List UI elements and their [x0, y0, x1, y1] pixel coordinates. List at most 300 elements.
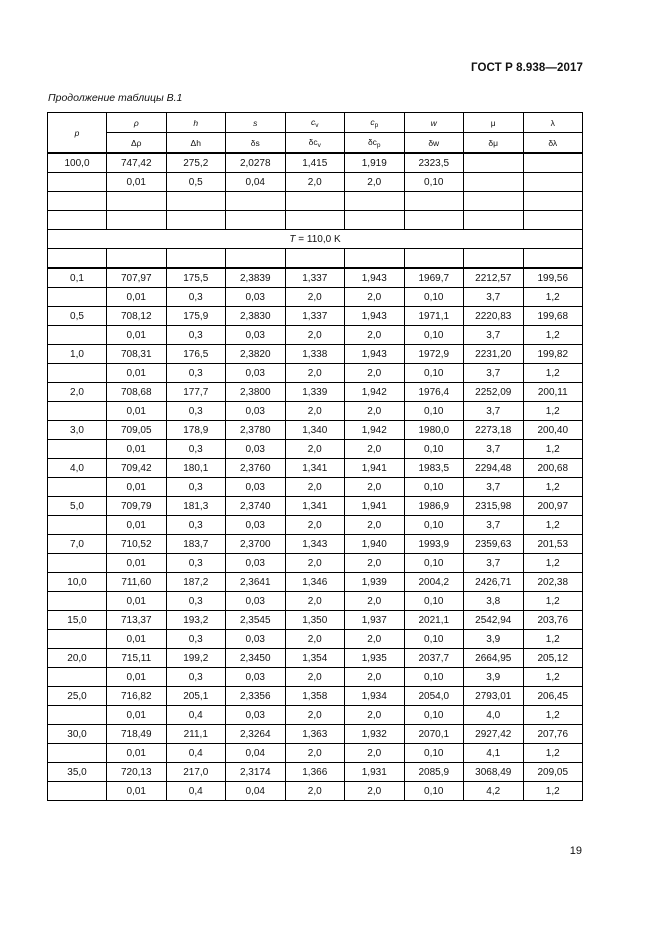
- value-cell: 1,350: [285, 611, 345, 630]
- value-cell: 1,941: [345, 459, 405, 478]
- table-row: [48, 383, 583, 402]
- error-cell: 2,0: [285, 364, 345, 383]
- value-cell: 176,5: [166, 345, 226, 364]
- error-cell: 0,3: [166, 440, 226, 459]
- value-cell: 3068,49: [464, 763, 524, 782]
- header-top: [523, 113, 583, 133]
- error-cell: 2,0: [345, 706, 405, 725]
- table-row: [48, 268, 583, 288]
- table-row: [48, 364, 583, 383]
- error-cell: 0,3: [166, 516, 226, 535]
- table-caption: Продолжение таблицы В.1: [48, 92, 183, 104]
- value-cell: 2,3450: [226, 649, 286, 668]
- error-cell: 0,03: [226, 326, 286, 345]
- value-cell: 1,337: [285, 268, 345, 288]
- error-cell: 0,10: [404, 782, 464, 801]
- table-row: [48, 440, 583, 459]
- error-cell: 2,0: [285, 706, 345, 725]
- error-cell: 2,0: [285, 478, 345, 497]
- value-cell: 1,935: [345, 649, 405, 668]
- pressure-cell: [48, 668, 107, 687]
- value-cell: 2359,63: [464, 535, 524, 554]
- error-cell: 2,0: [285, 326, 345, 345]
- error-cell: 0,10: [404, 478, 464, 497]
- value-cell: 2323,5: [404, 153, 464, 173]
- error-cell: 0,01: [107, 173, 167, 192]
- error-cell: 0,10: [404, 630, 464, 649]
- pressure-cell: [48, 554, 107, 573]
- error-cell: 2,0: [345, 630, 405, 649]
- table-row: [48, 668, 583, 687]
- error-cell: 1,2: [523, 288, 583, 307]
- value-cell: 2220,83: [464, 307, 524, 326]
- table-row: [48, 630, 583, 649]
- error-cell: 0,3: [166, 668, 226, 687]
- value-cell: 2,3641: [226, 573, 286, 592]
- data-rows: [48, 268, 583, 801]
- error-cell: 0,10: [404, 364, 464, 383]
- error-cell: 0,03: [226, 364, 286, 383]
- value-cell: 199,68: [523, 307, 583, 326]
- value-cell: 1,943: [345, 345, 405, 364]
- value-cell: 1972,9: [404, 345, 464, 364]
- pressure-cell: [48, 744, 107, 763]
- pressure-cell: [48, 326, 107, 345]
- error-cell: 0,04: [226, 744, 286, 763]
- value-cell: 180,1: [166, 459, 226, 478]
- empty-row: [48, 249, 583, 269]
- error-cell: 0,10: [404, 554, 464, 573]
- error-cell: 1,2: [523, 706, 583, 725]
- error-cell: 2,0: [285, 782, 345, 801]
- value-cell: 2315,98: [464, 497, 524, 516]
- error-cell: 0,01: [107, 668, 167, 687]
- value-cell: 1,943: [345, 307, 405, 326]
- table-row: [48, 535, 583, 554]
- error-cell: 2,0: [345, 554, 405, 573]
- error-cell: 0,10: [404, 706, 464, 725]
- error-cell: 0,03: [226, 440, 286, 459]
- value-cell: 2070,1: [404, 725, 464, 744]
- header-bottom: [464, 133, 524, 154]
- pressure-cell: [48, 288, 107, 307]
- header-bottom: [166, 133, 226, 154]
- error-cell: 0,03: [226, 402, 286, 421]
- error-cell: 2,0: [345, 288, 405, 307]
- pressure-cell: [48, 706, 107, 725]
- error-cell: 2,0: [345, 173, 405, 192]
- value-cell: 2,3800: [226, 383, 286, 402]
- symbol: δλ: [548, 137, 558, 148]
- symbol: δs: [250, 137, 260, 148]
- error-cell: 2,0: [285, 288, 345, 307]
- error-cell: 0,01: [107, 364, 167, 383]
- pressure-cell: [48, 364, 107, 383]
- properties-table: [47, 112, 583, 801]
- error-cell: 2,0: [345, 440, 405, 459]
- error-cell: 2,0: [345, 364, 405, 383]
- pressure-cell: [48, 402, 107, 421]
- symbol: δw: [428, 137, 440, 148]
- value-cell: 207,76: [523, 725, 583, 744]
- temperature-row: [48, 230, 583, 249]
- table-row: [48, 153, 583, 173]
- pressure-cell: 4,0: [48, 459, 107, 478]
- value-cell: 2426,71: [464, 573, 524, 592]
- header-top: [404, 113, 464, 133]
- empty-row: [48, 211, 583, 230]
- error-cell: 0,01: [107, 554, 167, 573]
- value-cell: 1,341: [285, 497, 345, 516]
- value-cell: 720,13: [107, 763, 167, 782]
- temperature-value: = 110,0 K: [295, 233, 341, 245]
- symbol: δc: [367, 136, 377, 147]
- subscript: v: [317, 141, 321, 149]
- error-cell: 2,0: [345, 478, 405, 497]
- value-cell: 2,0278: [226, 153, 286, 173]
- error-cell: 0,3: [166, 326, 226, 345]
- first-block: [48, 153, 583, 268]
- symbol: s: [253, 117, 258, 128]
- error-cell: 0,01: [107, 288, 167, 307]
- error-cell: 3,7: [464, 288, 524, 307]
- error-cell: 0,10: [404, 326, 464, 345]
- pressure-cell: [48, 630, 107, 649]
- error-cell: 0,10: [404, 592, 464, 611]
- header-bottom: [345, 133, 405, 154]
- table-row: [48, 725, 583, 744]
- header-bottom: [226, 133, 286, 154]
- value-cell: 713,37: [107, 611, 167, 630]
- value-cell: 2542,94: [464, 611, 524, 630]
- symbol: w: [430, 117, 437, 128]
- value-cell: 2273,18: [464, 421, 524, 440]
- value-cell: 709,79: [107, 497, 167, 516]
- error-cell: 2,0: [345, 744, 405, 763]
- table-row: [48, 706, 583, 725]
- error-cell: 0,01: [107, 706, 167, 725]
- value-cell: 1,338: [285, 345, 345, 364]
- header-top: [107, 113, 167, 133]
- value-cell: 1,343: [285, 535, 345, 554]
- value-cell: 1980,0: [404, 421, 464, 440]
- value-cell: 201,53: [523, 535, 583, 554]
- value-cell: 2,3820: [226, 345, 286, 364]
- error-cell: 1,2: [523, 744, 583, 763]
- subscript: p: [374, 121, 379, 129]
- table-row: [48, 459, 583, 478]
- symbol: h: [193, 117, 199, 128]
- error-cell: 0,4: [166, 744, 226, 763]
- error-cell: 0,3: [166, 554, 226, 573]
- symbol: μ: [490, 117, 496, 128]
- value-cell: 1,939: [345, 573, 405, 592]
- value-cell: 715,11: [107, 649, 167, 668]
- table-row: [48, 307, 583, 326]
- error-cell: 0,10: [404, 744, 464, 763]
- error-cell: 3,7: [464, 402, 524, 421]
- table-row: [48, 516, 583, 535]
- value-cell: 175,5: [166, 268, 226, 288]
- value-cell: 1,354: [285, 649, 345, 668]
- error-cell: 1,2: [523, 668, 583, 687]
- value-cell: 1976,4: [404, 383, 464, 402]
- value-cell: 177,7: [166, 383, 226, 402]
- table-row: [48, 611, 583, 630]
- value-cell: [523, 153, 583, 173]
- value-cell: 1,943: [345, 268, 405, 288]
- value-cell: 2054,0: [404, 687, 464, 706]
- value-cell: 1,363: [285, 725, 345, 744]
- value-cell: 200,68: [523, 459, 583, 478]
- header-top: [226, 113, 286, 133]
- error-cell: 3,7: [464, 326, 524, 345]
- error-cell: [523, 173, 583, 192]
- value-cell: 205,1: [166, 687, 226, 706]
- value-cell: 1969,7: [404, 268, 464, 288]
- value-cell: 1,358: [285, 687, 345, 706]
- value-cell: 1,337: [285, 307, 345, 326]
- error-cell: 2,0: [345, 592, 405, 611]
- error-cell: 0,3: [166, 630, 226, 649]
- pressure-cell: 10,0: [48, 573, 107, 592]
- value-cell: 2,3760: [226, 459, 286, 478]
- symbol: δc: [308, 136, 318, 147]
- temperature-label: [48, 230, 583, 249]
- error-cell: 0,01: [107, 516, 167, 535]
- pressure-cell: 3,0: [48, 421, 107, 440]
- pressure-cell: 30,0: [48, 725, 107, 744]
- error-cell: 2,0: [285, 402, 345, 421]
- error-cell: 3,9: [464, 668, 524, 687]
- table-row: [48, 421, 583, 440]
- value-cell: 1,934: [345, 687, 405, 706]
- error-cell: 1,2: [523, 592, 583, 611]
- error-cell: 1,2: [523, 516, 583, 535]
- document-code: ГОСТ Р 8.938—2017: [471, 62, 583, 74]
- pressure-cell: [48, 173, 107, 192]
- error-cell: 3,7: [464, 554, 524, 573]
- value-cell: 175,9: [166, 307, 226, 326]
- pressure-cell: [48, 782, 107, 801]
- page-number: 19: [569, 845, 582, 857]
- pressure-cell: 0,5: [48, 307, 107, 326]
- table-row: [48, 554, 583, 573]
- table-row: [48, 288, 583, 307]
- error-cell: 0,01: [107, 630, 167, 649]
- error-cell: 0,3: [166, 288, 226, 307]
- error-cell: 0,01: [107, 592, 167, 611]
- subscript: v: [315, 121, 319, 129]
- error-cell: 0,03: [226, 592, 286, 611]
- header-bottom: [285, 133, 345, 154]
- error-cell: 4,0: [464, 706, 524, 725]
- error-cell: 0,03: [226, 630, 286, 649]
- error-cell: 1,2: [523, 630, 583, 649]
- symbol: λ: [550, 117, 555, 128]
- symbol: Δρ: [130, 137, 142, 148]
- error-cell: 0,3: [166, 478, 226, 497]
- value-cell: 203,76: [523, 611, 583, 630]
- value-cell: 1993,9: [404, 535, 464, 554]
- value-cell: 2,3830: [226, 307, 286, 326]
- error-cell: 0,01: [107, 402, 167, 421]
- temperature-symbol: T: [289, 233, 296, 245]
- value-cell: 199,56: [523, 268, 583, 288]
- value-cell: 1,366: [285, 763, 345, 782]
- symbol: c: [370, 116, 375, 127]
- table-row: [48, 573, 583, 592]
- value-cell: 1,340: [285, 421, 345, 440]
- value-cell: 1,346: [285, 573, 345, 592]
- table-row: [48, 744, 583, 763]
- table-row: [48, 687, 583, 706]
- value-cell: 1,919: [345, 153, 405, 173]
- value-cell: 2664,95: [464, 649, 524, 668]
- error-cell: 2,0: [285, 554, 345, 573]
- error-cell: 0,03: [226, 554, 286, 573]
- header-top: [166, 113, 226, 133]
- value-cell: 1,942: [345, 383, 405, 402]
- value-cell: 747,42: [107, 153, 167, 173]
- value-cell: 2021,1: [404, 611, 464, 630]
- header-p: p: [48, 113, 107, 154]
- value-cell: 708,12: [107, 307, 167, 326]
- value-cell: 2004,2: [404, 573, 464, 592]
- symbol: ρ: [133, 117, 139, 128]
- value-cell: 2,3740: [226, 497, 286, 516]
- value-cell: 2927,42: [464, 725, 524, 744]
- pressure-cell: [48, 478, 107, 497]
- pressure-cell: 35,0: [48, 763, 107, 782]
- value-cell: 200,11: [523, 383, 583, 402]
- symbol: δμ: [488, 137, 499, 148]
- value-cell: 2,3700: [226, 535, 286, 554]
- error-cell: 2,0: [285, 630, 345, 649]
- value-cell: 199,82: [523, 345, 583, 364]
- table-row: [48, 345, 583, 364]
- value-cell: 2,3356: [226, 687, 286, 706]
- value-cell: 183,7: [166, 535, 226, 554]
- error-cell: 1,2: [523, 478, 583, 497]
- error-cell: 2,0: [285, 516, 345, 535]
- table-row: [48, 649, 583, 668]
- empty-row: [48, 192, 583, 211]
- table-row: [48, 402, 583, 421]
- value-cell: 2,3780: [226, 421, 286, 440]
- error-cell: 0,01: [107, 478, 167, 497]
- error-cell: 0,03: [226, 516, 286, 535]
- value-cell: 181,3: [166, 497, 226, 516]
- error-cell: 0,10: [404, 440, 464, 459]
- table-row: [48, 782, 583, 801]
- value-cell: 2,3839: [226, 268, 286, 288]
- pressure-cell: 2,0: [48, 383, 107, 402]
- error-cell: 2,0: [345, 402, 405, 421]
- value-cell: 1,940: [345, 535, 405, 554]
- header-bottom: [523, 133, 583, 154]
- value-cell: 1,341: [285, 459, 345, 478]
- table-row: [48, 497, 583, 516]
- value-cell: 2231,20: [464, 345, 524, 364]
- table-row: [48, 173, 583, 192]
- header-top: [464, 113, 524, 133]
- error-cell: 0,10: [404, 516, 464, 535]
- error-cell: 0,10: [404, 402, 464, 421]
- value-cell: 709,42: [107, 459, 167, 478]
- value-cell: 718,49: [107, 725, 167, 744]
- value-cell: 206,45: [523, 687, 583, 706]
- table-row: [48, 478, 583, 497]
- error-cell: 3,7: [464, 516, 524, 535]
- error-cell: 1,2: [523, 364, 583, 383]
- error-cell: 0,01: [107, 326, 167, 345]
- value-cell: 199,2: [166, 649, 226, 668]
- error-cell: 1,2: [523, 554, 583, 573]
- error-cell: 1,2: [523, 326, 583, 345]
- error-cell: 4,1: [464, 744, 524, 763]
- header-top: [285, 113, 345, 133]
- error-cell: 3,7: [464, 440, 524, 459]
- pressure-cell: 5,0: [48, 497, 107, 516]
- error-cell: 0,03: [226, 478, 286, 497]
- value-cell: 209,05: [523, 763, 583, 782]
- value-cell: 2085,9: [404, 763, 464, 782]
- error-cell: 1,2: [523, 402, 583, 421]
- error-cell: 0,01: [107, 744, 167, 763]
- value-cell: 716,82: [107, 687, 167, 706]
- value-cell: 1983,5: [404, 459, 464, 478]
- error-cell: 3,7: [464, 364, 524, 383]
- value-cell: 2793,01: [464, 687, 524, 706]
- value-cell: 200,97: [523, 497, 583, 516]
- value-cell: 1,941: [345, 497, 405, 516]
- error-cell: 0,4: [166, 782, 226, 801]
- error-cell: 1,2: [523, 440, 583, 459]
- error-cell: 0,5: [166, 173, 226, 192]
- value-cell: 1986,9: [404, 497, 464, 516]
- pressure-cell: [48, 592, 107, 611]
- value-cell: 205,12: [523, 649, 583, 668]
- value-cell: 711,60: [107, 573, 167, 592]
- value-cell: 2294,48: [464, 459, 524, 478]
- pressure-cell: 7,0: [48, 535, 107, 554]
- pressure-cell: [48, 516, 107, 535]
- value-cell: 709,05: [107, 421, 167, 440]
- value-cell: 1,942: [345, 421, 405, 440]
- value-cell: 2212,57: [464, 268, 524, 288]
- value-cell: 2037,7: [404, 649, 464, 668]
- error-cell: 1,2: [523, 782, 583, 801]
- error-cell: 2,0: [285, 744, 345, 763]
- value-cell: 187,2: [166, 573, 226, 592]
- error-cell: 0,04: [226, 173, 286, 192]
- table-header: [48, 113, 583, 154]
- error-cell: 0,4: [166, 706, 226, 725]
- pressure-cell: 100,0: [48, 153, 107, 173]
- symbol: c: [311, 116, 316, 127]
- error-cell: 0,03: [226, 706, 286, 725]
- value-cell: 193,2: [166, 611, 226, 630]
- error-cell: 3,9: [464, 630, 524, 649]
- error-cell: 0,10: [404, 668, 464, 687]
- error-cell: 2,0: [345, 782, 405, 801]
- value-cell: 708,68: [107, 383, 167, 402]
- pressure-cell: 20,0: [48, 649, 107, 668]
- pressure-cell: 1,0: [48, 345, 107, 364]
- symbol: Δh: [190, 137, 201, 148]
- value-cell: 1,415: [285, 153, 345, 173]
